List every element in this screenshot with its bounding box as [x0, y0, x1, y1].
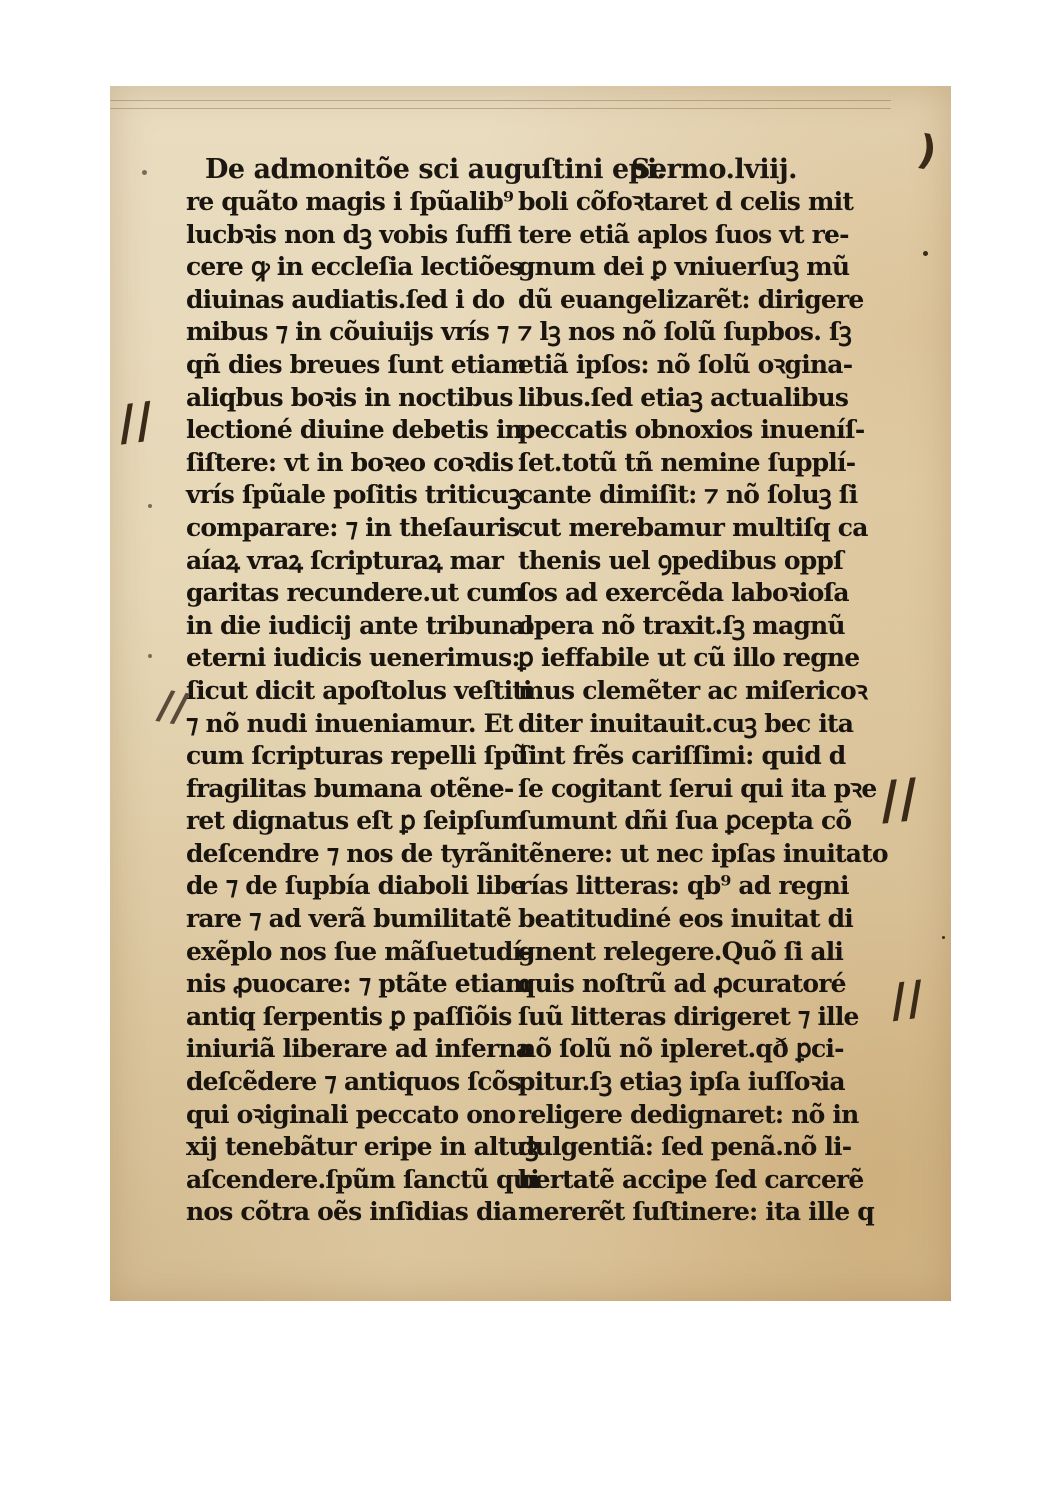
left-column-line: eterni iudicis uenerimus:	[186, 643, 520, 673]
left-column-line: comparare: ⁊ in theſauris	[186, 512, 520, 542]
left-column-line: qñ dies breues ſunt etiam	[186, 349, 527, 379]
right-column-line: ſe cogitant ſerui qui ita pꝛe	[518, 773, 877, 803]
left-column-line: diuinas audiatis.ſed i do	[186, 284, 505, 314]
right-column-line: dũ euangelizarẽt: dirigere	[518, 284, 864, 314]
right-column-line: religere dedignaret: nõ in	[518, 1099, 859, 1129]
left-column-line: lectioné diuine debetis in	[186, 415, 523, 445]
left-column-line: ⁊ nõ nudi inueniamur. Et	[186, 708, 513, 738]
right-column-line: etiã ipſos: nõ ſolũ oꝛgina-	[518, 349, 853, 379]
left-column-line: cum ſcripturas repelli ſpũ	[186, 741, 528, 771]
left-column-line: rare ⁊ ad verã bumilitatẽ	[186, 904, 511, 934]
left-column-line: ret dignatus eſt ꝑ ſeipſum	[186, 806, 527, 836]
left-column-line: xij tenebãtur eripe in altuꝫ	[186, 1132, 538, 1162]
marginal-mark-corner: )	[914, 126, 941, 176]
wormhole-spot	[148, 504, 152, 508]
marginal-mark-right-upper: //	[876, 768, 922, 832]
left-column-line: ſicut dicit apoſtolus veſtiti	[186, 675, 532, 705]
left-column-line: cere ꝙ in eccleſia lectiões	[186, 252, 523, 282]
right-column-line: dulgentiã: ſed penã.nõ li-	[518, 1132, 852, 1162]
right-column-line: tere etiã aplos ſuos vt re-	[518, 219, 849, 249]
right-column-line: ſuũ litteras dirigeret ⁊ ille	[518, 1001, 859, 1031]
right-column-line: boli cõfoꝛtaret d celis mit	[518, 187, 854, 216]
text-column-left	[186, 186, 539, 1229]
right-column-line: ſumunt dñi ſua ꝑcepta cõ	[518, 806, 852, 836]
right-column-line: rías litteras: qb⁹ ad regni	[518, 871, 849, 901]
right-column-line: peccatis obnoxios inueníſ-	[518, 415, 865, 445]
left-column-line: fragilitas bumana otẽne-	[186, 773, 514, 803]
left-column-line: nos cõtra oẽs inſidias dia	[186, 1197, 517, 1227]
right-column-line: beatitudiné eos inuitat di	[518, 904, 853, 934]
left-column-line: aíaꝝ vraꝝ ſcripturaꝝ mar	[186, 545, 504, 575]
right-column-line: quis noſtrũ ad ꝓcuratoré	[518, 969, 846, 999]
left-column-line: deſcẽdere ⁊ antiquos ſcõs	[186, 1067, 521, 1097]
wormhole-spot	[148, 654, 152, 658]
right-column-line: gnent relegere.Quõ ſi ali	[518, 936, 844, 966]
left-column-line: garitas recundere.ut cum	[186, 578, 524, 608]
left-column-line: nis ꝓuocare: ⁊ ptãte etiam	[186, 969, 531, 999]
right-column-line: cante dimiſit: ⁊ nõ ſoluꝫ ſi	[518, 480, 858, 510]
left-column-line: in die iudicij ante tribunal	[186, 610, 533, 640]
wormhole-spot	[142, 170, 147, 175]
left-column-line: iniuriã liberare ad inferna	[186, 1034, 532, 1064]
left-column-line: mibus ⁊ in cõuiuijs vrís ⁊	[186, 317, 509, 347]
left-column-line: re quãto magis i ſpũalib⁹	[186, 187, 514, 216]
right-column-line: cut merebamur multiſq ca	[518, 512, 868, 542]
right-column-line: ſos ad exercẽda laboꝛioſa	[518, 578, 849, 608]
right-column-line: mererẽt ſuſtinere: ita ille q	[518, 1197, 874, 1227]
right-column-line: gnum dei ꝑ vniuerſuꝫ mũ	[518, 252, 850, 282]
left-column-line: lucbꝛis non dꝫ vobis ſuffi	[186, 219, 512, 249]
left-column-line: de ⁊ de ſupbía diaboli libe	[186, 871, 526, 901]
right-column-line: ſet.totũ tñ nemine ſupplí-	[518, 447, 856, 477]
ink-spot	[923, 251, 928, 256]
running-head-title: De admonitõe sci auguſtini epi.	[205, 154, 666, 185]
left-column-line: qui oꝛiginali peccato ono	[186, 1099, 516, 1129]
left-column-line: ſiſtere: vt in boꝛeo coꝛdis	[186, 447, 514, 477]
right-column-line: mus clemẽter ac miſericoꝛ	[518, 675, 867, 705]
right-column-line: ſint frẽs cariſſimi: quid d	[518, 741, 846, 771]
right-column-line: libus.ſed etiaꝫ actualibus	[518, 382, 849, 412]
right-column-line: ꝑ ieffabile ut cũ illo regne	[518, 643, 860, 673]
running-head-sermon-number: Sermo.lviij.	[631, 154, 798, 185]
left-column-line: aliqbus boꝛis in noctibus	[186, 382, 513, 412]
right-column-line: tẽnere: ut nec ipſas inuitato	[518, 838, 888, 868]
left-column-line: deſcendre ⁊ nos de tyrãni	[186, 838, 519, 868]
ruled-line-top-second	[110, 108, 891, 109]
left-column-line: vrís ſpũale poſitis triticuꝫ	[186, 480, 520, 510]
left-column-line: exẽplo nos ſue mãſuetudí-	[186, 936, 531, 966]
right-column-line: ⁊ lꝫ nos nõ ſolũ ſupbos. ſꝫ	[518, 317, 851, 347]
marginal-mark-left-lower: //	[154, 681, 191, 733]
right-column-line: pitur.ſꝫ etiaꝫ ipſa iuſſoꝛia	[518, 1067, 845, 1097]
manuscript-page	[110, 86, 951, 1301]
ink-spot	[942, 936, 945, 939]
text-column-right	[518, 186, 888, 1229]
marginal-mark-right-lower: //	[886, 969, 928, 1029]
right-column-line: nõ ſolũ nõ ipleret.qð ꝑci-	[518, 1034, 844, 1064]
right-column-line: diter inuitauit.cuꝫ bec ita	[518, 708, 854, 738]
right-column-line: bertatẽ accipe ſed carcerẽ	[518, 1164, 864, 1194]
left-column-line: aſcendere.ſpũm ſanctũ qui	[186, 1164, 539, 1194]
left-column-line: antiq ſerpentis ꝑ paſſiõis	[186, 1001, 512, 1031]
ruled-line-top	[110, 100, 891, 101]
marginal-mark-left-upper: //	[114, 391, 157, 453]
right-column-line: opera nõ traxit.ſꝫ magnũ	[518, 610, 845, 640]
right-column-line: thenis uel ꝯpedibus oppſ	[518, 545, 844, 575]
